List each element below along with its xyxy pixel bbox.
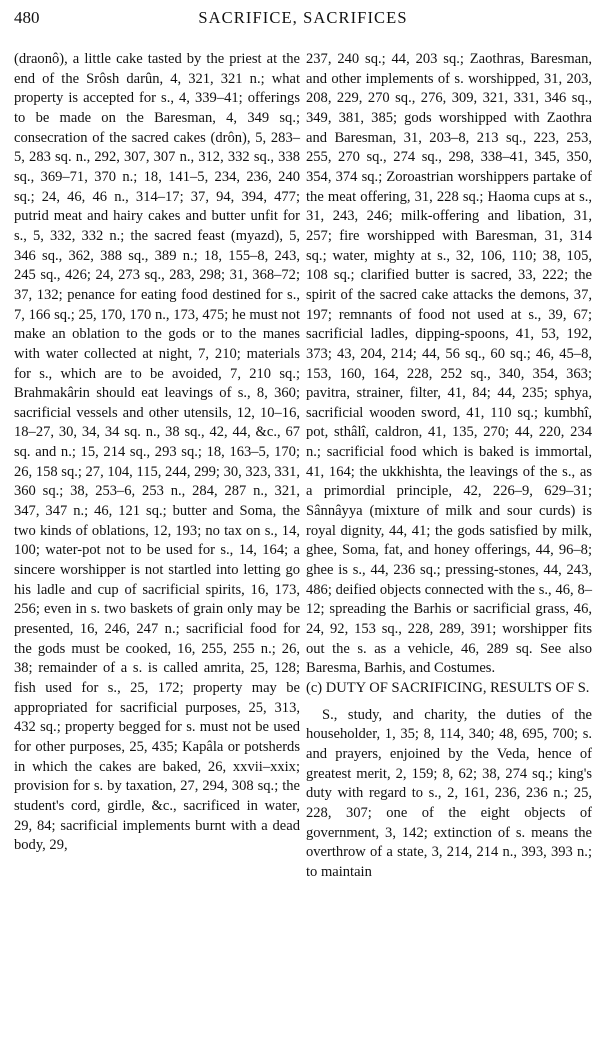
page-header <box>14 8 592 34</box>
left-column <box>14 50 300 856</box>
section-heading: (c) DUTY OF SACRIFICING, RESULTS OF S. <box>306 680 590 696</box>
section-entry-text: S., study, and charity, the duties of the householder, 1, 35; 8, 114, 340; 48, 695, 700; s. and prayers, enjoined by the Veda, hence of greatest merit, 2, 159; 8, 62; 38, 274 sq.; king's duty with regard to s., 2, 161, 236, 236 n.; 25, 228, 307; one of the eight objects of government, 3, 142; extinction of s. means the overthrow of a state, 3, 214, 214 n., 393, 393 n.; to maintain <box>306 706 592 880</box>
right-column <box>306 50 592 883</box>
index-entry-text-right: 237, 240 sq.; 44, 203 sq.; Zaothras, Baresman, and other implements of s. worshipped, 31, 203, 208, 229, 270 sq., 276, 309, 321, 331, 346 sq., 349, 381, 385; gods worshipped with Zaothra and Baresman, 31, 203–8, 213 sq., 223, 253, 255, 270 sq., 274 sq., 298, 338–41, 345, 350, 354, 374 sq.; Zoroastrian worshippers partake of the meat offering, 31, 228 sq.; Haoma cups at s., 31, 243, 246; milk-offering and libation, 31, 257; fire worshipped with Baresman, 31, 314 sq.; water, mighty at s., 32, 106, 110; 38, 105, 108 sq.; clarified butter is sacred, 33, 222; the spirit of the sacred cake attacks the demons, 37, 197; remnants of food not used at s., 39, 67; sacrificial ladles, dipping-spoons, 41, 53, 192, 373; 43, 204, 214; 44, 56 sq., 60 sq.; 46, 45–8, 153, 160, 164, 228, 252 sq., 340, 354, 363; pavitra, strainer, filter, 41, 84; 44, 235; sphya, sacrificial wooden sword, 41, 110 sq.; kumbhî, pot, sthâlî, caldron, 41, 135, 270; 44, 220, 234 n.; sacrificial food which is baked is immortal, 41, 164; the ukkhishta, the leavings of the s., as a primordial principle, 42, 226–9, 629–31; Sânnâyya (mixture of milk and sour curds) is royal dignity, 44, 41; the gods satisfied by milk, ghee, Soma, fat, and honey offerings, 44, 96–8; ghee is s., 44, 236 sq.; pressing-stones, 44, 243, 486; deified objects connected with the s., 46, 8–12; spreading the Barhis or sacrificial grass, 46, 24, 92, 153 sq., 228, 289, 391; worshipper fits out the s. as a vehicle, 46, 289 sq. See also Baresma, Barhis, and Costumes. <box>306 51 592 677</box>
index-entry-text-left: (draonô), a little cake tasted by the priest at the end of the Srôsh darûn, 4, 321, 321 n.; what property is accepted for s., 4, 339–41; offerings to be made on the Baresman, 4, 349 sq.; consecration of the sacred cakes (drôn), 5, 283–5, 283 sq. n., 292, 307, 307 n., 312, 332 sq., 338 sq., 369–71, 370 n.; 18, 141–5, 234, 236, 240 sq.; 24, 46, 46 n., 314–17; 37, 94, 394, 477; putrid meat and hairy cakes and butter unfit for s., 5, 332, 332 n.; the sacred feast (myazd), 5, 346 sq., 362, 388 sq., 389 n.; 18, 155–8, 243, 245 sq., 426; 24, 273 sq., 283, 298; 31, 368–72; 37, 132; penance for eating food destined for s., 7, 166 sq.; 25, 170, 170 n., 173, 475; he must not make an oblation to the gods or to the manes with water collected at night, 7, 210; materials for s., which are to be avoided, 7, 210 sq.; Brahmakârin should eat leavings of s., 8, 360; sacrificial vessels and other utensils, 12, 10–16, 18–27, 30, 34, 34 sq. n., 38 sq., 42, 44, &c., 67 sq. and n.; 15, 214 sq., 293 sq.; 18, 163–5, 170; 26, 158 sq.; 27, 104, 115, 244, 299; 30, 323, 331, 360 sq.; 38, 253–6, 253 n., 284, 287 n., 321, 347, 347 n.; 46, 121 sq.; butter and Soma, the two kinds of oblations, 12, 193; no tax on s., 14, 100; water-pot not to be used for s., 14, 164; a sincere worshipper is not startled into letting go his ladle and cup of sacrificial spirits, 16, 173, 256; even in s. two baskets of grain only may be presented, 16, 246, 247 n.; sacrificial food for the gods must be cooked, 16, 255, 255 n.; 26, 38; remainder of a s. is called amrita, 25, 128; fish used for s., 25, 172; property may be appropriated for sacrificial purposes, 25, 313, 432 sq.; property begged for s. must not be used for other purposes, 25, 435; Kapâla or potsherds in which the cakes are baked, 26, xxvii–xxix; provision for s. by taxation, 27, 294, 308 sq.; the student's cord, girdle, &c., sacrificed in water, 29, 84; sacrificial implements burnt with a dead body, 29, <box>14 51 300 854</box>
running-title: SACRIFICE, SACRIFICES <box>198 8 408 27</box>
page-number: 480 <box>14 8 40 27</box>
